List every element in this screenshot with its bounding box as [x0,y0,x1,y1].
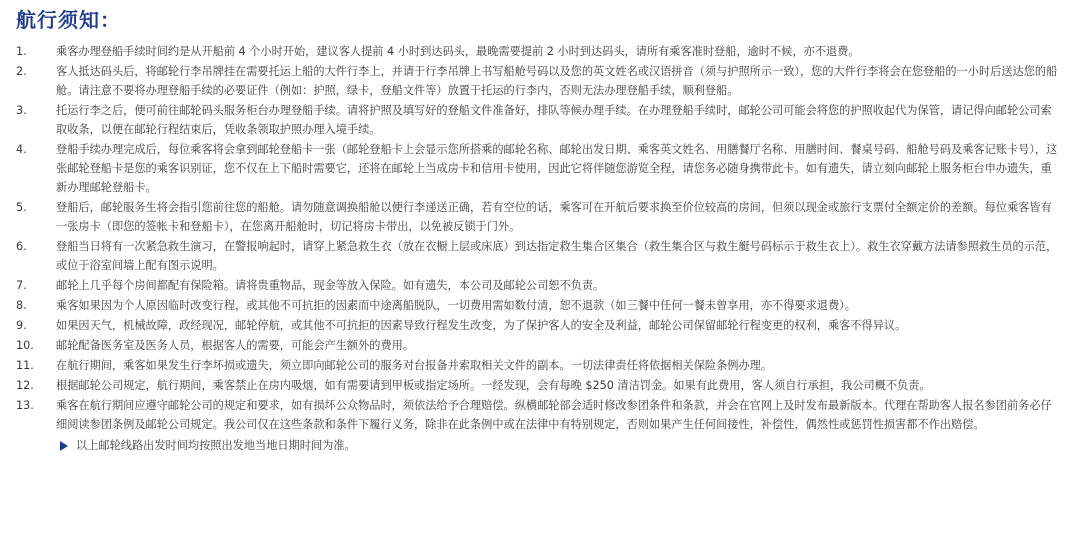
list-item [16,140,1062,197]
list-item [16,296,1062,315]
item-number: 1. [16,45,27,58]
notice-list [16,42,1062,434]
item-text: 登船当日将有一次紧急救生演习，在警报响起时，请穿上紧急救生衣（放在衣橱上层或床底）到达指定救生集合区集合（救生集合区与救生艇号码标示于救生衣上）。救生衣穿戴方法请参照救生员的示范，或位于浴室间墙上配有图示说明。 [56,240,1058,272]
list-item [16,198,1062,236]
item-text: 登船手续办理完成后，每位乘客将会拿到邮轮登船卡一张（邮轮登船卡上会显示您所搭乘的邮轮名称、邮轮出发日期、乘客英文姓名、用膳餐厅名称、用膳时间、餐桌号码、船舱号码及乘客记账卡号），这张邮轮登船卡是您的乘客识别证，您不仅在上下船时需要它，还将在邮轮上当成房卡和信用卡使用，因此它将伴随您游览全程，请您务必随身携带此卡。如有遗失，请立刻向邮轮上服务柜台申办遗失，重新办理邮轮登船卡。 [56,143,1058,194]
item-text: 如果因天气，机械故障，政经现况，邮轮停航，或其他不可抗拒的因素导致行程发生改变，为了保护客人的安全及利益，邮轮公司保留邮轮行程变更的权利，乘客不得异议。 [56,319,907,332]
item-number: 6. [16,240,27,253]
item-number: 10. [16,339,34,352]
footnote [16,436,1062,455]
item-text: 登船后，邮轮服务生将会指引您前往您的船舱。请勿随意调换船舱以便行李递送正确，若有空位的话，乘客可在开航后要求换至价位较高的房间，但须以现金或旅行支票付全额定价的差额。每位乘客皆有一张房卡（即您的签帐卡和登船卡），在您离开船舱时，切记将房卡带出，以免被反锁于门外。 [56,201,1052,233]
list-item [16,237,1062,275]
list-item [16,356,1062,375]
list-item [16,42,1062,61]
list-item [16,101,1062,139]
item-text: 根据邮轮公司规定，航行期间，乘客禁止在房内吸烟，如有需要请到甲板或指定场所。一经发现，会有每晚 $250 清洁罚金。如果有此费用，客人须自行承担，我公司概不负责。 [56,379,931,392]
item-text: 邮轮配备医务室及医务人员，根据客人的需要，可能会产生额外的费用。 [56,339,415,352]
list-item [16,316,1062,335]
list-item [16,396,1062,434]
list-item [16,336,1062,355]
item-number: 13. [16,399,34,412]
item-text: 乘客在航行期间应遵守邮轮公司的规定和要求，如有损坏公众物品时，须依法给予合理赔偿。纵横邮轮部会适时修改参团条件和条款，并会在官网上及时发布最新版本。代理在帮助客人报名参团前务必仔细阅读参团条例及邮轮公司规定。我公司仅在这些条款和条件下履行义务，除非在此条例中或在法律中有特别规定，否则如果产生任何间接性，补偿性，偶然性或惩罚性损害都不作出赔偿。 [56,399,1052,431]
item-number: 2. [16,65,27,78]
item-number: 4. [16,143,27,156]
item-text: 在航行期间，乘客如果发生行李坏损或遗失，须立即向邮轮公司的服务对台报备并索取相关文件的副本。一切法律责任将依据相关保险条例办理。 [56,359,773,372]
item-number: 3. [16,104,27,117]
item-text: 乘客如果因为个人原因临时改变行程，或其他不可抗拒的因素而中途离船脱队，一切费用需如数付清，恕不退款（如三餐中任何一餐未曾享用，亦不得要求退费）。 [56,299,856,312]
item-number: 7. [16,279,27,292]
item-number: 5. [16,201,27,214]
footnote-text: 以上邮轮线路出发时间均按照出发地当地日期时间为准。 [76,439,356,452]
item-text: 托运行李之后，便可前往邮轮码头服务柜台办理登船手续。请将护照及填写好的登船文件准备好，排队等候办理手续。在办理登船手续时，邮轮公司可能会将您的护照收起代为保管，请记得向邮轮公司索取收条，以便在邮轮行程结束后，凭收条领取护照办理入境手续。 [56,104,1052,136]
item-text: 客人抵达码头后，将邮轮行李吊牌挂在需要托运上船的大件行李上，并请于行李吊牌上书写船舱号码以及您的英文姓名或汉语拼音（须与护照所示一致），您的大件行李将会在您登船的一小时后送达您的船舱。请注意不要将办理登船手续的必要证件（例如：护照，绿卡，登船文件等）放置于托运的行李内，否则无法办理登船手续，顺利登船。 [56,65,1058,97]
item-text: 乘客办理登船手续时间约是从开船前 4 个小时开始，建议客人提前 4 小时到达码头，最晚需要提前 2 小时到达码头，请所有乘客准时登船，逾时不候，亦不退费。 [56,45,860,58]
triangle-arrow-icon [60,441,68,451]
list-item [16,62,1062,100]
item-text: 邮轮上几乎每个房间都配有保险箱。请将贵重物品，现金等放入保险。如有遗失，本公司及邮轮公司恕不负责。 [56,279,605,292]
list-item [16,376,1062,395]
list-item [16,276,1062,295]
page-title: 航行须知： [16,8,121,32]
item-number: 9. [16,319,27,332]
item-number: 12. [16,379,34,392]
item-number: 11. [16,359,34,372]
item-number: 8. [16,299,27,312]
